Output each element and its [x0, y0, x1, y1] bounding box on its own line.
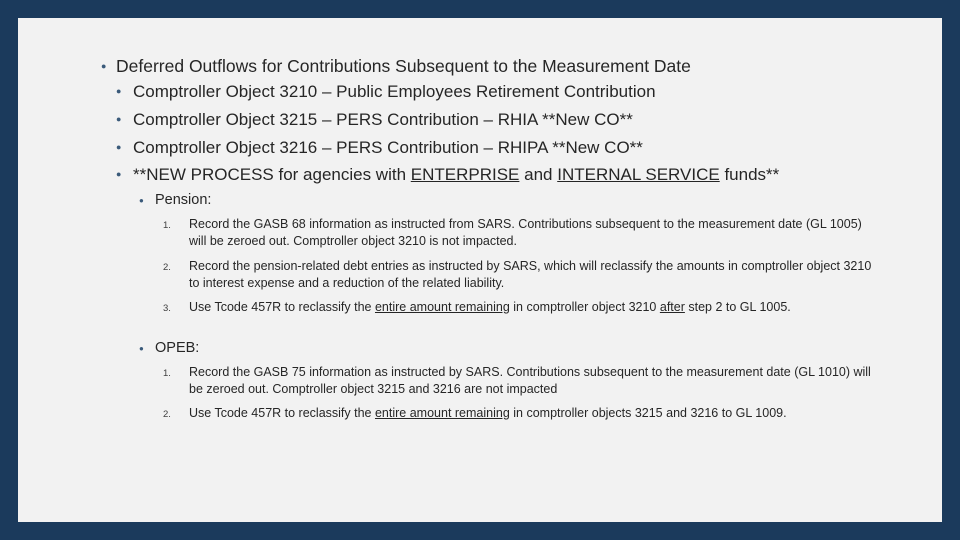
- item-new-process: [133, 165, 779, 185]
- bullet-dot: ●: [101, 61, 107, 71]
- opeb-label: OPEB:: [155, 340, 200, 356]
- process-prefix: **NEW PROCESS for agencies with: [133, 165, 411, 184]
- bullet-dot: ●: [116, 169, 122, 179]
- slide-content: [18, 18, 942, 522]
- step-number: 1.: [163, 220, 171, 231]
- bullet-dot: ●: [116, 86, 122, 96]
- pension-step-3: [189, 299, 879, 316]
- step3-underline-amount: entire amount remaining: [374, 300, 510, 314]
- pension-step-2: Record the pension-related debt entries as instructed by SARS, which will reclassify the amounts in comptroller object 3210 to interest expense and a reduction of the related liability.: [189, 259, 872, 290]
- step-number: 1.: [163, 368, 171, 379]
- step3-underline-after: after: [659, 300, 685, 314]
- item-object-3215: Comptroller Object 3215 – PERS Contribution – RHIA **New CO**: [133, 110, 633, 129]
- bullet-dot: ●: [116, 114, 122, 124]
- item-object-3210: Comptroller Object 3210 – Public Employees Retirement Contribution: [133, 82, 656, 101]
- opeb-step-2: [189, 405, 879, 422]
- step3-post: step 2 to GL 1005.: [684, 300, 791, 314]
- bullet-dot: ●: [139, 196, 144, 205]
- process-and: and: [519, 165, 558, 184]
- process-enterprise: ENTERPRISE: [410, 165, 520, 184]
- step-number: 2.: [163, 409, 171, 420]
- opeb-step2-underline-amount: entire amount remaining: [374, 406, 510, 420]
- opeb-step-1: Record the GASB 75 information as instructed by SARS. Contributions subsequent to the measurement date (GL 1010) will be zeroed out. Comptroller object 3215 and 3216 are not impacted: [189, 365, 871, 396]
- step3-mid: in comptroller object 3210: [509, 300, 660, 314]
- process-internal-service: INTERNAL SERVICE: [557, 165, 720, 184]
- item-object-3216: Comptroller Object 3216 – PERS Contribution – RHIPA **New CO**: [133, 138, 643, 157]
- bullet-dot: ●: [116, 142, 122, 152]
- opeb-step2-pre: Use Tcode 457R to reclassify the: [189, 406, 375, 420]
- opeb-step2-post: in comptroller objects 3215 and 3216 to GL 1009.: [509, 406, 787, 420]
- bullet-dot: ●: [139, 344, 144, 353]
- step3-pre: Use Tcode 457R to reclassify the: [189, 300, 375, 314]
- step-number: 2.: [163, 262, 171, 273]
- process-suffix: funds**: [719, 165, 780, 184]
- heading-level1: Deferred Outflows for Contributions Subsequent to the Measurement Date: [116, 56, 691, 76]
- step-number: 3.: [163, 303, 171, 314]
- slide-canvas: [18, 18, 942, 522]
- pension-label: Pension:: [155, 192, 212, 208]
- pension-step-1: Record the GASB 68 information as instructed from SARS. Contributions subsequent to the measurement date (GL 1005) will be zeroed out. Comptroller object 3210 is not impacted.: [189, 217, 862, 248]
